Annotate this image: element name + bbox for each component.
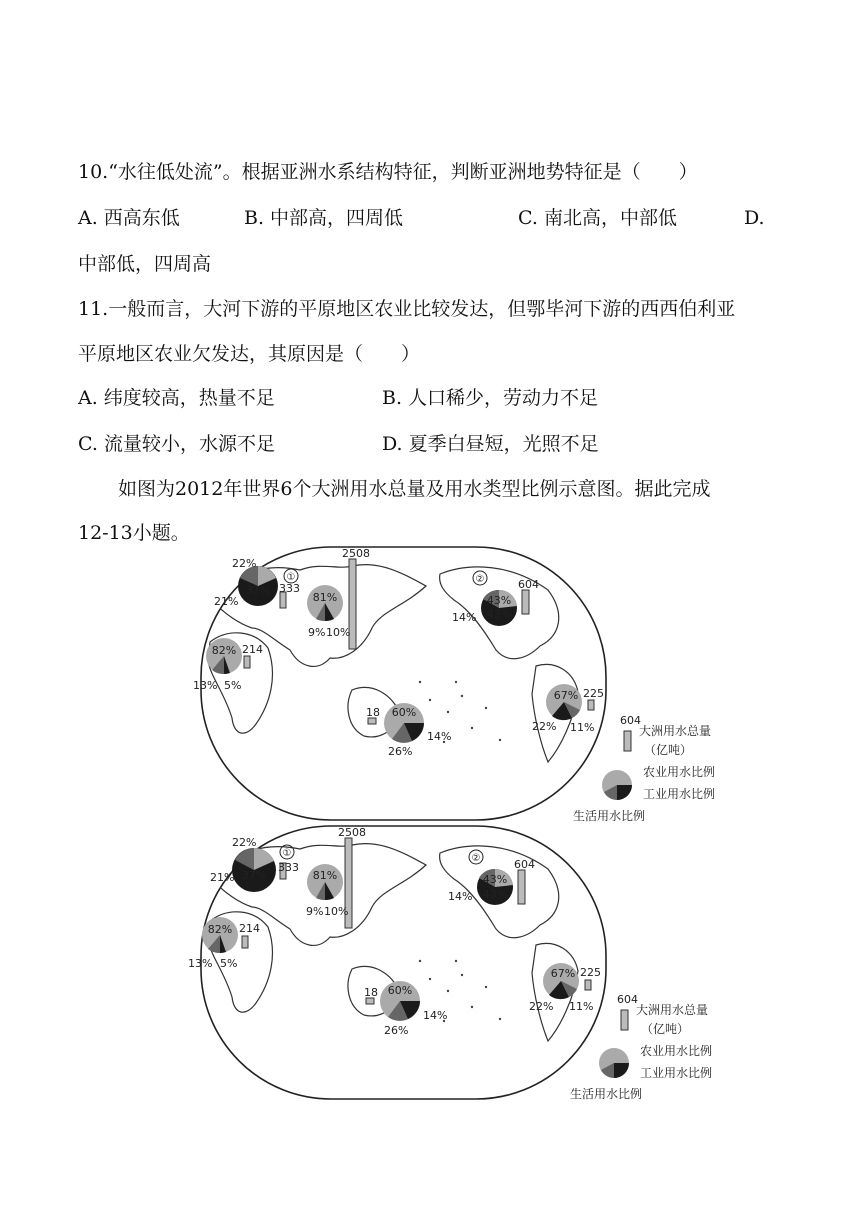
north-america-p2-label: 43% [486, 608, 512, 621]
north-america-p3-label: 14% [452, 611, 477, 624]
south-america-p1-label: 67% [553, 689, 579, 702]
africa-p3-label: 5% [224, 679, 242, 692]
asia-p3-label-2: 10% [324, 905, 349, 918]
asia-p1-label: 81% [312, 591, 338, 604]
africa-p2-label: 13% [193, 679, 218, 692]
europe-p1-label: 22% [232, 557, 257, 570]
legend-total-label-2: 大洲用水总量 [636, 1003, 709, 1017]
africa-p1-label-2: 82% [207, 923, 233, 936]
south-america-p2-label: 22% [532, 720, 557, 733]
legend-bar-2 [621, 1010, 628, 1030]
north-america-total-label: 604 [518, 578, 539, 591]
oceania-total-label-2: 18 [364, 986, 378, 999]
oceania-p3-label: 14% [427, 730, 452, 743]
africa-p2-label-2: 13% [188, 957, 213, 970]
marker-2-label: ② [475, 574, 485, 585]
europe-p2-label-2: 37% [241, 869, 267, 882]
q10-stem: 10.“水往低处流”。根据亚洲水系结构特征，判断亚洲地势特征是（ ） [78, 161, 698, 183]
q10-option-b: B. 中部高，四周低 [244, 207, 404, 229]
south-america-bar-2 [585, 980, 591, 990]
europe-total-label: 333 [279, 582, 300, 595]
q11-option-d: D. 夏季白昼短，光照不足 [382, 433, 599, 455]
marker-1-label: ① [286, 572, 296, 583]
north-america-p3-label-2: 14% [448, 890, 473, 903]
asia-total-label-2: 2508 [338, 826, 366, 839]
oceania-total-label: 18 [366, 706, 380, 719]
south-america-total-label: 225 [583, 687, 604, 700]
legend-total-value-2: 604 [617, 993, 638, 1006]
intro-line2: 12-13小题。 [78, 522, 190, 544]
europe-p3-label-2: 21% [210, 871, 235, 884]
legend-agri-2: 农业用水比例 [640, 1044, 713, 1058]
europe-p3-label: 21% [214, 595, 239, 608]
south-america-p1-label-2: 67% [550, 967, 576, 980]
legend-bar [624, 731, 631, 751]
africa-p1-label: 82% [211, 644, 237, 657]
legend-agri: 农业用水比例 [643, 765, 716, 779]
africa-bar [244, 656, 250, 668]
legend-domestic-2: 生活用水比例 [570, 1087, 643, 1101]
q10-option-a: A. 西高东低 [78, 207, 180, 229]
north-america-bar-2 [518, 870, 525, 904]
asia-p2-label-2: 9% [306, 905, 324, 918]
europe-total-label-2: 333 [278, 861, 299, 874]
north-america-p1-label-2: 43% [482, 873, 508, 886]
south-america-p3-label: 11% [570, 721, 595, 734]
south-america-p3-label-2: 11% [569, 1000, 594, 1013]
legend-domestic: 生活用水比例 [573, 809, 646, 823]
south-america-total-label-2: 225 [580, 966, 601, 979]
oceania-p3-label-2: 14% [423, 1009, 448, 1022]
africa-p3-label-2: 5% [220, 957, 238, 970]
q10-option-c: C. 南北高，中部低 [518, 207, 677, 229]
asia-p1-label-2: 81% [312, 869, 338, 882]
q11-option-b: B. 人口稀少，劳动力不足 [382, 387, 599, 409]
q11-stem-line1: 11.一般而言，大河下游的平原地区农业比较发达，但鄂毕河下游的西西伯利亚 [78, 298, 736, 320]
oceania-p2-label: 26% [388, 745, 413, 758]
africa-total-label: 214 [242, 643, 263, 656]
asia-p2-label: 9% [308, 626, 326, 639]
north-america-p1-label: 43% [486, 594, 512, 607]
north-america-bar [522, 590, 529, 614]
intro-line1: 如图为2012年世界6个大洲用水总量及用水类型比例示意图。据此完成 [118, 478, 711, 500]
north-america-p2-label-2: 43% [482, 888, 508, 901]
marker-1-label-2: ① [282, 848, 292, 859]
africa-total-label-2: 214 [239, 922, 260, 935]
north-america-total-label-2: 604 [514, 858, 535, 871]
europe-p1-label-2: 22% [232, 836, 257, 849]
q11-option-a: A. 纬度较高，热量不足 [78, 387, 275, 409]
oceania-p2-label-2: 26% [384, 1024, 409, 1037]
asia-p3-label: 10% [326, 626, 351, 639]
africa-bar-2 [242, 936, 248, 948]
legend-industry-2: 工业用水比例 [640, 1066, 713, 1080]
legend-unit-2: （亿吨） [641, 1022, 690, 1036]
asia-total-label: 2508 [342, 547, 370, 560]
q10-option-d-text: 中部低，四周高 [78, 253, 212, 275]
q11-option-c: C. 流量较小，水源不足 [78, 433, 275, 455]
legend-industry: 工业用水比例 [643, 787, 716, 801]
south-america-p2-label-2: 22% [529, 1000, 554, 1013]
legend-total-label: 大洲用水总量 [639, 724, 712, 738]
legend-total-value: 604 [620, 714, 641, 727]
south-america-bar [588, 700, 594, 710]
oceania-p1-label-2: 60% [387, 984, 413, 997]
legend-unit: （亿吨） [644, 743, 693, 757]
oceania-p1-label: 60% [391, 706, 417, 719]
marker-2-label-2: ② [471, 853, 481, 864]
q10-option-d: D. [744, 207, 765, 229]
q11-stem-line2: 平原地区农业欠发达，其原因是（ ） [78, 343, 421, 365]
europe-p2-label: 37% [245, 584, 271, 597]
